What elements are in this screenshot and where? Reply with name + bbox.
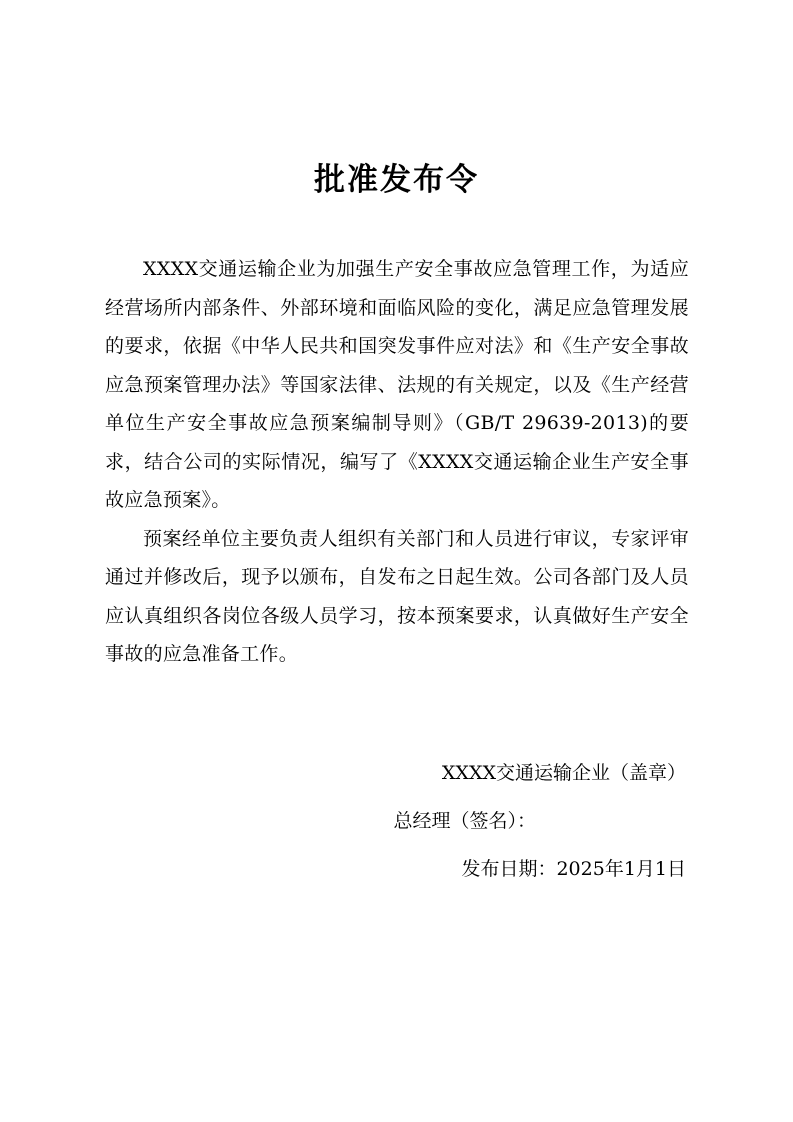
paragraph-1: XXXX交通运输企业为加强生产安全事故应急管理工作，为适应经营场所内部条件、外部环境和面临风险的变化，满足应急管理发展的要求，依据《中华人民共和国突发事件应对法》和《生产安全事故应急预案管理办法》等国家法律、法规的有关规定，以及《生产经营单位生产安全事故应急预案编制导则》（GB/T 29639-2013)的要求，结合公司的实际情况，编写了《XXXX交通运输企业生产安全事故应急预案》。 — [105, 258, 689, 511]
publish-date: 发布日期：2025年1月1日 — [461, 858, 686, 880]
signature-manager: 总经理（签名）： — [393, 810, 536, 832]
paragraph-2: 预案经单位主要负责人组织有关部门和人员进行审议，专家评审通过并修改后，现予以颁布，自发布之日起生效。公司各部门及人员应认真组织各岗位各级人员学习，按本预案要求，认真做好生产安全事故的应急准备工作。 — [105, 527, 689, 665]
document-title: 批准发布令 — [314, 162, 479, 198]
signature-company: XXXX交通运输企业（盖章） — [441, 762, 686, 784]
document-body — [105, 250, 689, 674]
